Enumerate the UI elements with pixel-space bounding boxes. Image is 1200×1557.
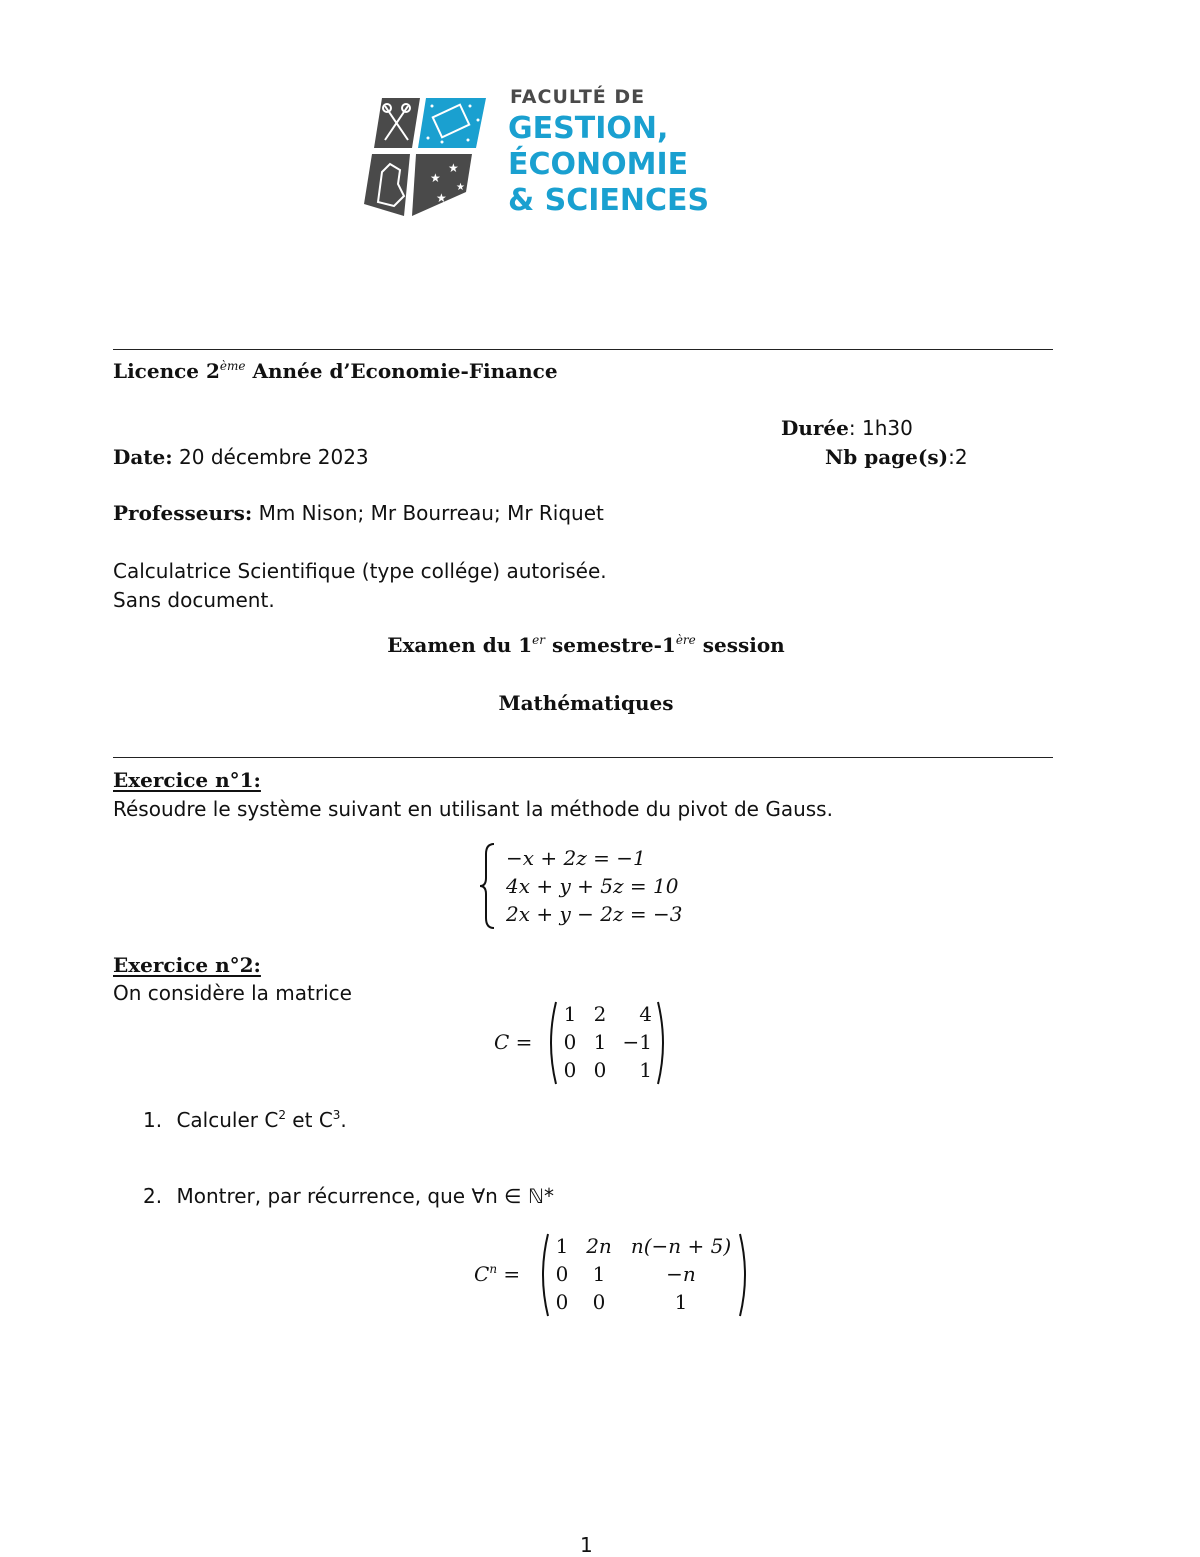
licence-title: [113, 361, 558, 381]
top-divider: [113, 349, 1053, 350]
question-1-end: .: [340, 1108, 347, 1132]
svg-text:★: ★: [448, 161, 459, 175]
exam-sup1: er: [532, 633, 546, 647]
equation-system: [478, 842, 708, 932]
matrix-cn-name: C: [474, 1262, 490, 1286]
question-1-sup2: 3: [332, 1108, 341, 1122]
pages-value: :2: [948, 445, 968, 469]
logo-line-4: & SCIENCES: [508, 183, 710, 218]
coat-of-arms-emblem: [360, 92, 490, 222]
matrix-c-cell: 0: [563, 1030, 577, 1054]
document-note: Sans document.: [113, 588, 275, 612]
equation-1: −x + 2z = −1: [506, 846, 646, 870]
exam-suffix: session: [695, 633, 785, 657]
exam-prefix: Examen du 1: [387, 633, 533, 657]
logo-line-1: FACULTÉ DE: [510, 86, 646, 108]
matrix-cn-cell: 0: [592, 1290, 606, 1314]
question-2-text: Montrer, par récurrence, que ∀n ∈ ℕ*: [176, 1184, 554, 1208]
header-divider: [113, 757, 1053, 758]
matrix-cn: [474, 1232, 764, 1318]
exercise-1-instruction: Résoudre le système suivant en utilisant la méthode du pivot de Gauss.: [113, 797, 833, 821]
question-2-number: 2.: [143, 1184, 163, 1208]
matrix-c-left-paren: [544, 1000, 558, 1086]
matrix-c-cell: 4: [639, 1002, 652, 1026]
exam-date: [113, 447, 369, 467]
matrix-c-label: C =: [494, 1030, 533, 1054]
exam-sup2: ère: [675, 633, 696, 647]
duration: [781, 418, 913, 438]
duration-value: : 1h30: [848, 416, 913, 440]
duration-label: Durée: [781, 416, 849, 440]
exam-mid: semestre-1: [545, 633, 676, 657]
faculty-logo: [360, 86, 720, 222]
question-1: [143, 1110, 347, 1130]
matrix-c-cell: 1: [563, 1002, 577, 1026]
matrix-c-cell: 2: [593, 1002, 607, 1026]
left-brace: [478, 842, 498, 930]
matrix-cn-left-paren: [536, 1232, 550, 1318]
question-1-sup1: 2: [278, 1108, 286, 1122]
logo-line-2: GESTION,: [508, 111, 669, 146]
exercise-2-intro: On considère la matrice: [113, 981, 352, 1005]
matrix-c-cell: 1: [639, 1058, 652, 1082]
equation-3: 2x + y − 2z = −3: [506, 902, 683, 926]
professors: [113, 503, 604, 523]
exam-title: [0, 635, 1172, 655]
matrix-cn-cell: 0: [555, 1262, 569, 1286]
question-1-text: Calculer C: [176, 1108, 279, 1132]
matrix-c: [494, 1000, 684, 1086]
date-value: 20 décembre 2023: [172, 445, 369, 469]
matrix-cn-cell: 1: [592, 1262, 606, 1286]
page-count: [825, 447, 968, 467]
professors-label: Professeurs:: [113, 501, 253, 525]
matrix-cn-cell: 1: [674, 1290, 688, 1314]
date-label: Date:: [113, 445, 173, 469]
page-number: 1: [580, 1533, 593, 1557]
calculator-note: Calculatrice Scientifique (type collége) autorisée.: [113, 559, 607, 583]
matrix-cn-cell: n(−n + 5): [630, 1234, 732, 1258]
matrix-c-cell: 0: [593, 1058, 607, 1082]
matrix-cn-sup: n: [489, 1262, 498, 1276]
matrix-c-right-paren: [656, 1000, 670, 1086]
pages-label: Nb page(s): [825, 445, 949, 469]
matrix-cn-label: [474, 1264, 520, 1284]
licence-sup: ème: [219, 359, 246, 373]
matrix-c-cell: −1: [622, 1030, 652, 1054]
licence-prefix: Licence 2: [113, 359, 220, 383]
question-1-mid: et C: [285, 1108, 333, 1132]
matrix-c-cell: 1: [593, 1030, 607, 1054]
matrix-cn-cell: −n: [666, 1262, 696, 1286]
exercise-2-title: Exercice n°2:: [113, 953, 261, 977]
matrix-cn-cell: 1: [555, 1234, 569, 1258]
matrix-cn-eq: =: [497, 1262, 521, 1286]
svg-text:★: ★: [456, 182, 465, 193]
matrix-cn-right-paren: [738, 1232, 752, 1318]
svg-text:★: ★: [430, 171, 441, 185]
matrix-cn-cell: 2n: [586, 1234, 612, 1258]
licence-suffix: Année d’Economie-Finance: [245, 359, 558, 383]
professors-value: Mm Nison; Mr Bourreau; Mr Riquet: [252, 501, 604, 525]
logo-line-3: ÉCONOMIE: [508, 147, 689, 182]
equation-2: 4x + y + 5z = 10: [506, 874, 679, 898]
matrix-cn-cell: 0: [555, 1290, 569, 1314]
question-1-number: 1.: [143, 1108, 163, 1132]
svg-text:★: ★: [436, 191, 447, 205]
question-2: [143, 1186, 554, 1206]
exercise-1-title: Exercice n°1:: [113, 768, 261, 792]
matrix-c-cell: 0: [563, 1058, 577, 1082]
subject-title: Mathématiques: [498, 691, 674, 715]
